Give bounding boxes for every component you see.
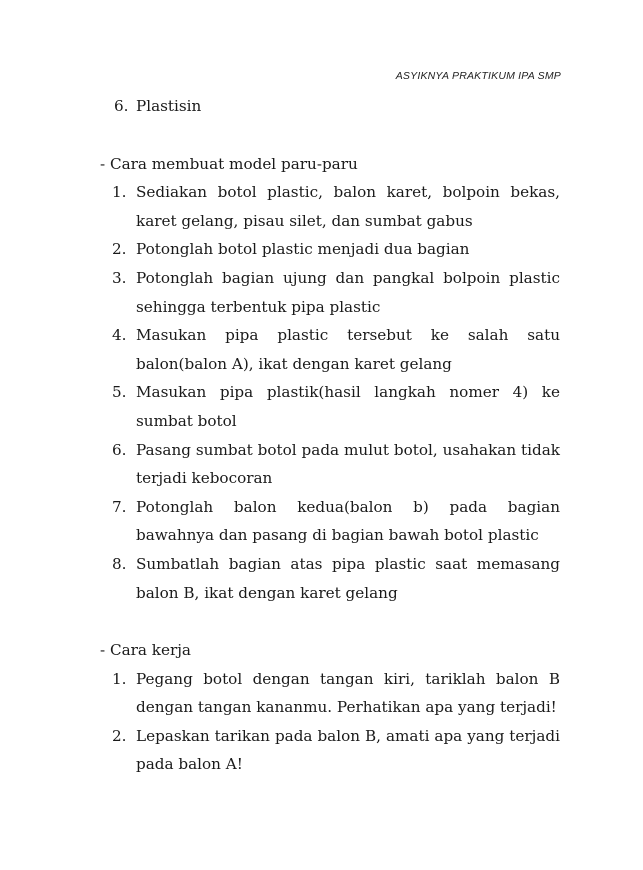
step-text: Lepaskan tarikan pada balon B, amati apa yang terjadi pada balon A! — [136, 726, 560, 774]
list-item — [100, 550, 560, 607]
material-item-text: Plastisin — [136, 97, 202, 115]
page-content — [100, 92, 560, 779]
list-item — [100, 178, 560, 235]
steps-list-work — [100, 665, 560, 779]
list-item — [100, 665, 560, 722]
step-number: 2. — [112, 240, 127, 259]
step-number: 1. — [112, 669, 127, 688]
list-item — [100, 264, 560, 321]
steps-list-model — [100, 178, 560, 607]
list-item — [100, 235, 560, 264]
step-number: 5. — [112, 383, 127, 402]
step-text: Masukan pipa plastic tersebut ke salah satu balon(balon A), ikat dengan karet gelang — [136, 326, 560, 373]
section-heading-model: - Cara membuat model paru-paru — [100, 154, 358, 173]
list-item — [100, 436, 560, 493]
step-number: 3. — [112, 268, 127, 287]
list-item — [100, 321, 560, 378]
step-text: Potonglah bagian ujung dan pangkal bolpoin plastic sehingga terbentuk pipa plastic — [136, 268, 560, 316]
running-header: ASYIKNYA PRAKTIKUM IPA SMP — [395, 70, 561, 82]
step-text: Masukan pipa plastik(hasil langkah nomer 4) ke sumbat botol — [136, 383, 560, 430]
material-item-number: 6. — [114, 97, 129, 115]
list-item — [100, 722, 560, 779]
step-text: Pegang botol dengan tangan kiri, tariklah balon B dengan tangan kananmu. Perhatikan apa yang terjadi! — [136, 669, 560, 717]
step-text: Potonglah balon kedua(balon b) pada bagian bawahnya dan pasang di bagian bawah botol plastic — [136, 497, 560, 545]
section-heading-work: - Cara kerja — [100, 641, 191, 660]
step-number: 8. — [112, 554, 127, 573]
step-number: 1. — [112, 183, 127, 202]
step-number: 2. — [112, 726, 127, 745]
list-item — [100, 493, 560, 550]
list-item — [100, 378, 560, 435]
step-text: Sumbatlah bagian atas pipa plastic saat memasang balon B, ikat dengan karet gelang — [136, 554, 560, 602]
step-number: 7. — [112, 497, 127, 516]
step-text: Sediakan botol plastic, balon karet, bolpoin bekas, karet gelang, pisau silet, dan sumbat gabus — [136, 183, 560, 230]
step-number: 6. — [112, 440, 127, 459]
step-text: Potonglah botol plastic menjadi dua bagian — [136, 240, 470, 259]
material-item — [100, 92, 560, 121]
step-number: 4. — [112, 326, 127, 345]
step-text: Pasang sumbat botol pada mulut botol, usahakan tidak terjadi kebocoran — [136, 440, 560, 488]
